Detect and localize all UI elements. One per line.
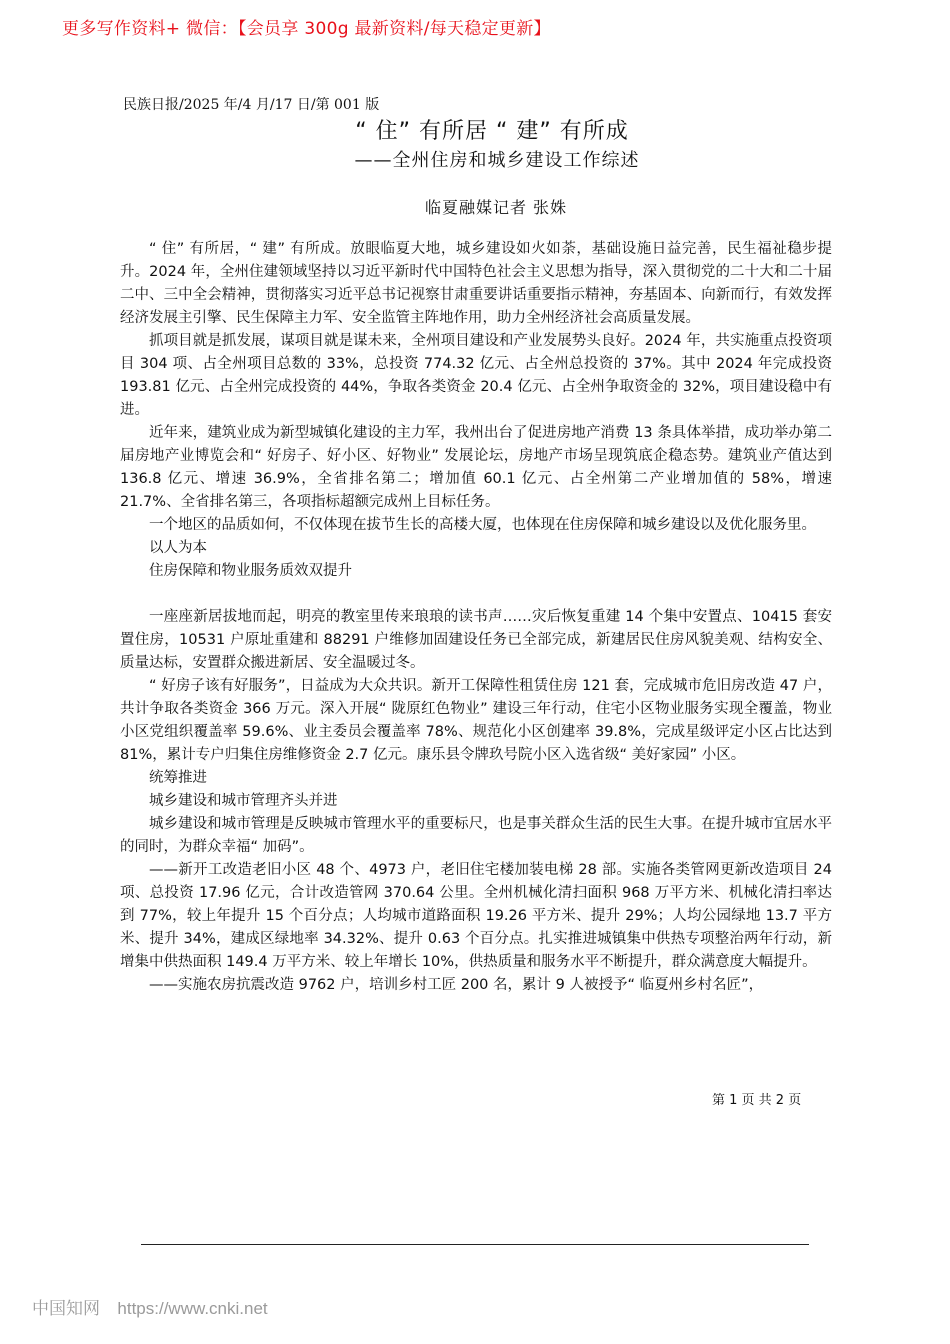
paragraph: 一座座新居拔地而起，明亮的教室里传来琅琅的读书声……灾后恢复重建 14 个集中安置点、10415 套安置住房，10531 户原址重建和 88291 户维修加固建设任务已全部完成，新建居民住房风貌美观、结构安全、质量达标，安置群众搬进新居、安全温暖过冬。 — [120, 609, 832, 671]
paragraph: “ 住” 有所居，“ 建” 有所成。放眼临夏大地，城乡建设如火如荼，基础设施日益完善，民生福祉稳步提升。2024 年，全州住建领域坚持以习近平新时代中国特色社会主义思想为指导，深入贯彻党的二十大和二十届二中、三中全会精神，贯彻落实习近平总书记视察甘肃重要讲话重要指示精神，夯基固本、向新而行，有效发挥经济发展主引擎、民生保障主力军、安全监管主阵地作用，助力全州经济社会高质量发展。 — [120, 241, 832, 326]
paragraph: ——实施农房抗震改造 9762 户，培训乡村工匠 200 名，累计 9 人被授予“ 临夏州乡村名匠”， — [149, 977, 764, 993]
section-subheading: 城乡建设和城市管理齐头并进 — [149, 793, 338, 809]
blank-line — [120, 583, 832, 606]
section-heading: 以人为本 — [149, 540, 207, 556]
promo-banner: 更多写作资料+ 微信：【会员享 300g 最新资料/每天稳定更新】 — [62, 19, 551, 39]
paragraph: 一个地区的品质如何，不仅体现在拔节生长的高楼大厦，也体现在住房保障和城乡建设以及优化服务里。 — [149, 517, 816, 533]
section-heading: 统筹推进 — [149, 770, 207, 786]
source-line: 民族日报/2025 年/4 月/17 日/第 001 版 — [123, 97, 380, 113]
paragraph: 城乡建设和城市管理是反映城市管理水平的重要标尺，也是事关群众生活的民生大事。在提升城市宜居水平的同时，为群众幸福“ 加码”。 — [120, 816, 832, 855]
paragraph: 近年来，建筑业成为新型城镇化建设的主力军，我州出台了促进房地产消费 13 条具体举措，成功举办第二届房地产业博览会和“ 好房子、好小区、好物业” 发展论坛，房地产市场呈现筑底企稳态势。建筑业产值达到 136.8 亿元、增速 36.9%，全省排名第二；增加值 60.1 亿元、占全州第二产业增加值的 58%，增速 21.7%、全省排名第三，各项指标超额完成州上目标任务。 — [120, 425, 832, 510]
article-body — [120, 238, 832, 997]
footer-divider — [141, 1244, 809, 1245]
byline: 临夏融媒记者 张姝 — [424, 198, 568, 217]
watermark — [32, 1294, 268, 1319]
article-subtitle: ——全州住房和城乡建设工作综述 — [354, 150, 640, 171]
paragraph: ——新开工改造老旧小区 48 个、4973 户，老旧住宅楼加装电梯 28 部。实施各类管网更新改造项目 24 项、总投资 17.96 亿元，合计改造管网 370.64 公里。全州机械化清扫面积 968 万平方米、机械化清扫率达到 77%，较上年提升 15 个百分点；人均城市道路面积 19.26 平方米、提升 29%；人均公园绿地 13.7 平方米、提升 34%，建成区绿地率 34.32%、提升 0.63 个百分点。扎实推进城镇集中供热专项整治两年行动，新增集中供热面积 149.4 万平方米、较上年增长 10%，供热质量和服务水平不断提升，群众满意度大幅提升。 — [120, 862, 832, 970]
article-title: “ 住” 有所居 “ 建” 有所成 — [355, 119, 629, 144]
paragraph: “ 好房子该有好服务”，日益成为大众共识。新开工保障性租赁住房 121 套，完成城市危旧房改造 47 户，共计争取各类资金 366 万元。深入开展“ 陇原红色物业” 建设三年行动，住宅小区物业服务实现全覆盖，物业小区党组织覆盖率 59.6%、业主委员会覆盖率 78%、规范化小区创建率 39.8%，完成星级评定小区占比达到 81%，累计专户归集住房维修资金 2.7 亿元。康乐县令牌玖号院小区入选省级“ 美好家园” 小区。 — [120, 678, 832, 763]
page-number: 第 1 页 共 2 页 — [712, 1093, 802, 1108]
watermark-url[interactable]: https://www.cnki.net — [117, 1299, 268, 1318]
watermark-site-name: 中国知网 — [32, 1299, 100, 1319]
section-subheading: 住房保障和物业服务质效双提升 — [149, 563, 352, 579]
paragraph: 抓项目就是抓发展，谋项目就是谋未来，全州项目建设和产业发展势头良好。2024 年，共实施重点投资项目 304 项、占全州项目总数的 33%，总投资 774.32 亿元、占全州总投资的 37%。其中 2024 年完成投资 193.81 亿元、占全州完成投资的 44%，争取各类资金 20.4 亿元、占全州争取资金的 32%，项目建设稳中有进。 — [120, 333, 832, 418]
